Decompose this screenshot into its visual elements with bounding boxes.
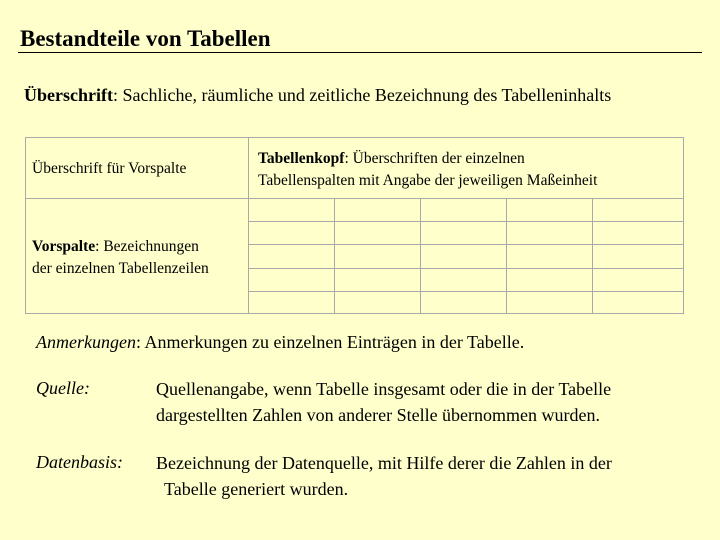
page-title: Bestandteile von Tabellen xyxy=(20,26,271,51)
table-row-line xyxy=(248,221,684,222)
quelle-line-1: Quellenangabe, wenn Tabelle insgesamt oder die in der Tabelle xyxy=(156,379,612,399)
table-column-line xyxy=(334,198,335,314)
title-underline xyxy=(18,52,702,53)
quelle-term: Quelle: xyxy=(36,378,90,398)
anmerkungen-term: Anmerkungen xyxy=(36,332,136,352)
vorspalte-line-2: der einzelnen Tabellenzeilen xyxy=(32,260,209,277)
table-divider-vorspalte xyxy=(248,137,249,314)
table-row-line xyxy=(248,268,684,269)
tabellenkopf-line-2: Tabellenspalten mit Angabe der jeweiligen Maßeinheit xyxy=(258,172,598,189)
datenbasis-line-1: Bezeichnung der Datenquelle, mit Hilfe derer die Zahlen in der xyxy=(156,453,612,473)
table-column-line xyxy=(506,198,507,314)
ueberschrift-definition xyxy=(24,85,611,106)
anmerkungen-text: : Anmerkungen zu einzelnen Einträgen in der Tabelle. xyxy=(135,332,525,352)
quelle-text xyxy=(156,376,611,428)
datenbasis-term: Datenbasis: xyxy=(36,452,123,472)
tabellenkopf-cell xyxy=(258,148,597,192)
ueberschrift-text: : Sachliche, räumliche und zeitliche Bezeichnung des Tabelleninhalts xyxy=(112,85,612,105)
quelle-line-2: dargestellten Zahlen von anderer Stelle übernommen wurden. xyxy=(156,405,601,425)
vorspalte-text: : Bezeichnungen xyxy=(95,238,199,255)
datenbasis-text xyxy=(156,450,612,502)
tabellenkopf-term: Tabellenkopf xyxy=(258,150,345,167)
tabellenkopf-line-1 xyxy=(258,148,597,170)
anmerkungen-definition xyxy=(36,332,524,353)
datenbasis-line-2: Tabelle generiert wurden. xyxy=(164,479,349,499)
vorspalte-term: Vorspalte xyxy=(32,238,96,255)
table-column-line xyxy=(592,198,593,314)
table-row-line xyxy=(248,244,684,245)
vorspaltenkopf-cell: Überschrift für Vorspalte xyxy=(32,160,187,177)
table-column-line xyxy=(420,198,421,314)
vorspalte-cell xyxy=(32,236,209,280)
table-divider-header xyxy=(25,198,684,199)
vorspalte-line-1 xyxy=(32,236,209,258)
table-row-line xyxy=(248,291,684,292)
ueberschrift-term: Überschrift xyxy=(24,85,113,105)
tabellenkopf-text: : Überschriften der einzelnen xyxy=(344,150,525,167)
